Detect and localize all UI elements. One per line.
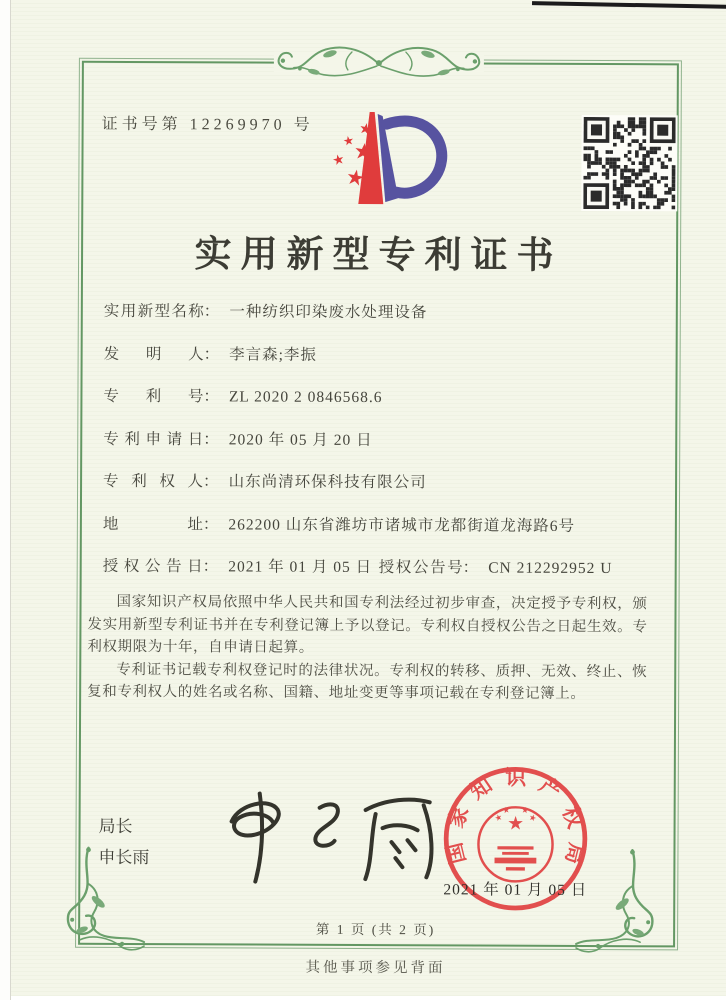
certificate-field-row xyxy=(104,341,664,386)
field-value: 2021 年 01 月 05 日 xyxy=(228,558,373,577)
certificate-field-row xyxy=(103,384,663,429)
field-colon: ： xyxy=(203,388,220,406)
cnipa-logo-icon xyxy=(308,100,448,213)
signer-block xyxy=(98,811,149,873)
seal-text: 国家知识产权局 xyxy=(441,765,590,867)
field-colon: ： xyxy=(462,559,479,577)
certificate-field-row xyxy=(103,511,663,556)
signer-name: 申长雨 xyxy=(98,847,150,868)
seal-date: 2021 年 01 月 05 日 xyxy=(443,881,588,899)
certificate-number: 证书号第 12269970 号 xyxy=(101,115,314,134)
body-paragraph: 国家知识产权局依照中华人民共和国专利法经过初步审查，决定授予专利权，颁发实用新型专利证书并在专利登记簿上予以登记。专利权自授权公告之日起生效。专利权期限为十年，自申请日起算。 xyxy=(87,593,648,656)
certificate-field-row xyxy=(103,426,663,471)
footer-note: 其他事项参见背面 xyxy=(305,959,446,977)
certificate-fields xyxy=(103,299,664,599)
field-label: 授权公告号 xyxy=(378,559,463,577)
field-value: CN 212292952 U xyxy=(488,559,613,578)
certificate-field-row xyxy=(103,469,663,514)
field-label: 专利号 xyxy=(103,387,204,406)
top-flourish-ornament-icon xyxy=(256,38,502,87)
grant-number-pair xyxy=(379,555,613,578)
certificate-title: 实用新型专利证书 xyxy=(194,234,563,277)
field-label: 专利申请日 xyxy=(103,430,204,448)
signer-title: 局长 xyxy=(98,816,133,836)
field-label: 地址 xyxy=(102,515,203,533)
field-label: 实用新型名称 xyxy=(103,302,204,321)
body-paragraph: 专利证书记载专利权登记时的法律状况。专利权的转移、质押、无效、终止、恢复和专利权人的姓名或名称、国籍、地址变更等事项记载在专利登记簿上。 xyxy=(87,661,648,703)
field-value: 一种纺织印染废水处理设备 xyxy=(229,303,428,322)
field-colon: ： xyxy=(203,303,220,321)
qr-code-icon xyxy=(581,115,677,211)
field-label: 专利权人 xyxy=(103,472,204,491)
field-value: 山东尚清环保科技有限公司 xyxy=(228,473,427,492)
field-colon: ： xyxy=(203,430,219,448)
field-colon: ： xyxy=(202,515,219,533)
field-value: ZL 2020 2 0846568.6 xyxy=(228,388,383,407)
certificate-body-text xyxy=(87,591,647,706)
field-colon: ： xyxy=(202,558,219,576)
field-colon: ： xyxy=(203,473,219,491)
field-value: 李言森;李振 xyxy=(229,345,317,364)
field-colon: ： xyxy=(203,345,220,363)
field-value: 2020 年 05 月 20 日 xyxy=(228,430,373,449)
director-signature-icon xyxy=(203,783,443,888)
page-number: 第 1 页 (共 2 页) xyxy=(315,921,436,938)
field-value: 262200 山东省潍坊市诸城市龙都街道龙海路6号 xyxy=(228,515,576,535)
certificate-field-row xyxy=(104,299,664,344)
field-label: 发明人 xyxy=(103,345,204,363)
field-label: 授权公告日 xyxy=(102,557,203,576)
